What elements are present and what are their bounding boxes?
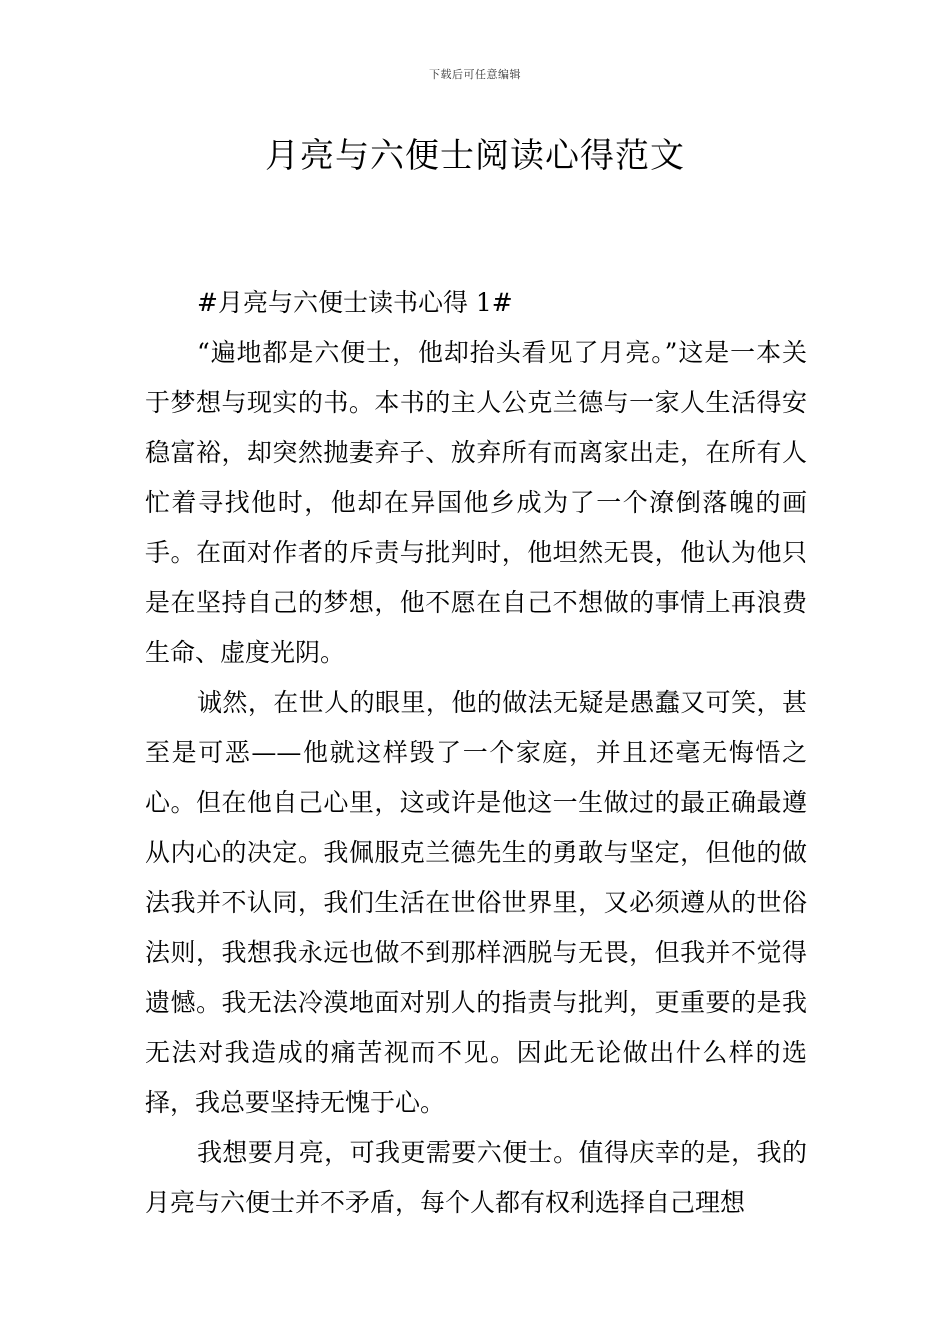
document-body [145, 278, 807, 1228]
header-note: 下载后可任意编辑 [429, 68, 521, 81]
paragraph-2: 诚然，在世人的眼里，他的做法无疑是愚蠢又可笑，甚至是可恶——他就这样毁了一个家庭，并且还毫无悔悟之心。但在他自己心里，这或许是他这一生做过的最正确最遵从内心的决定。我佩服克兰德先生的勇敢与坚定，但他的做法我并不认同，我们生活在世俗世界里，又必须遵从的世俗法则，我想我永远也做不到那样洒脱与无畏，但我并不觉得遗憾。我无法冷漠地面对别人的指责与批判，更重要的是我无法对我造成的痛苦视而不见。因此无论做出什么样的选择，我总要坚持无愧于心。 [145, 688, 807, 1117]
paragraph-1: “遍地都是六便士，他却抬头看见了月亮。”这是一本关于梦想与现实的书。本书的主人公克兰德与一家人生活得安稳富裕，却突然抛妻弃子、放弃所有而离家出走，在所有人忙着寻找他时，他却在异国他乡成为了一个潦倒落魄的画手。在面对作者的斥责与批判时，他坦然无畏，他认为他只是在坚持自己的梦想，他不愿在自己不想做的事情上再浪费生命、虚度光阴。 [145, 338, 807, 667]
section-heading: #月亮与六便士读书心得 1# [197, 288, 513, 317]
paragraph-3: 我想要月亮，可我更需要六便士。值得庆幸的是，我的月亮与六便士并不矛盾，每个人都有权利选择自己理想 [145, 1138, 807, 1217]
document-title: 月亮与六便士阅读心得范文 [265, 136, 685, 176]
